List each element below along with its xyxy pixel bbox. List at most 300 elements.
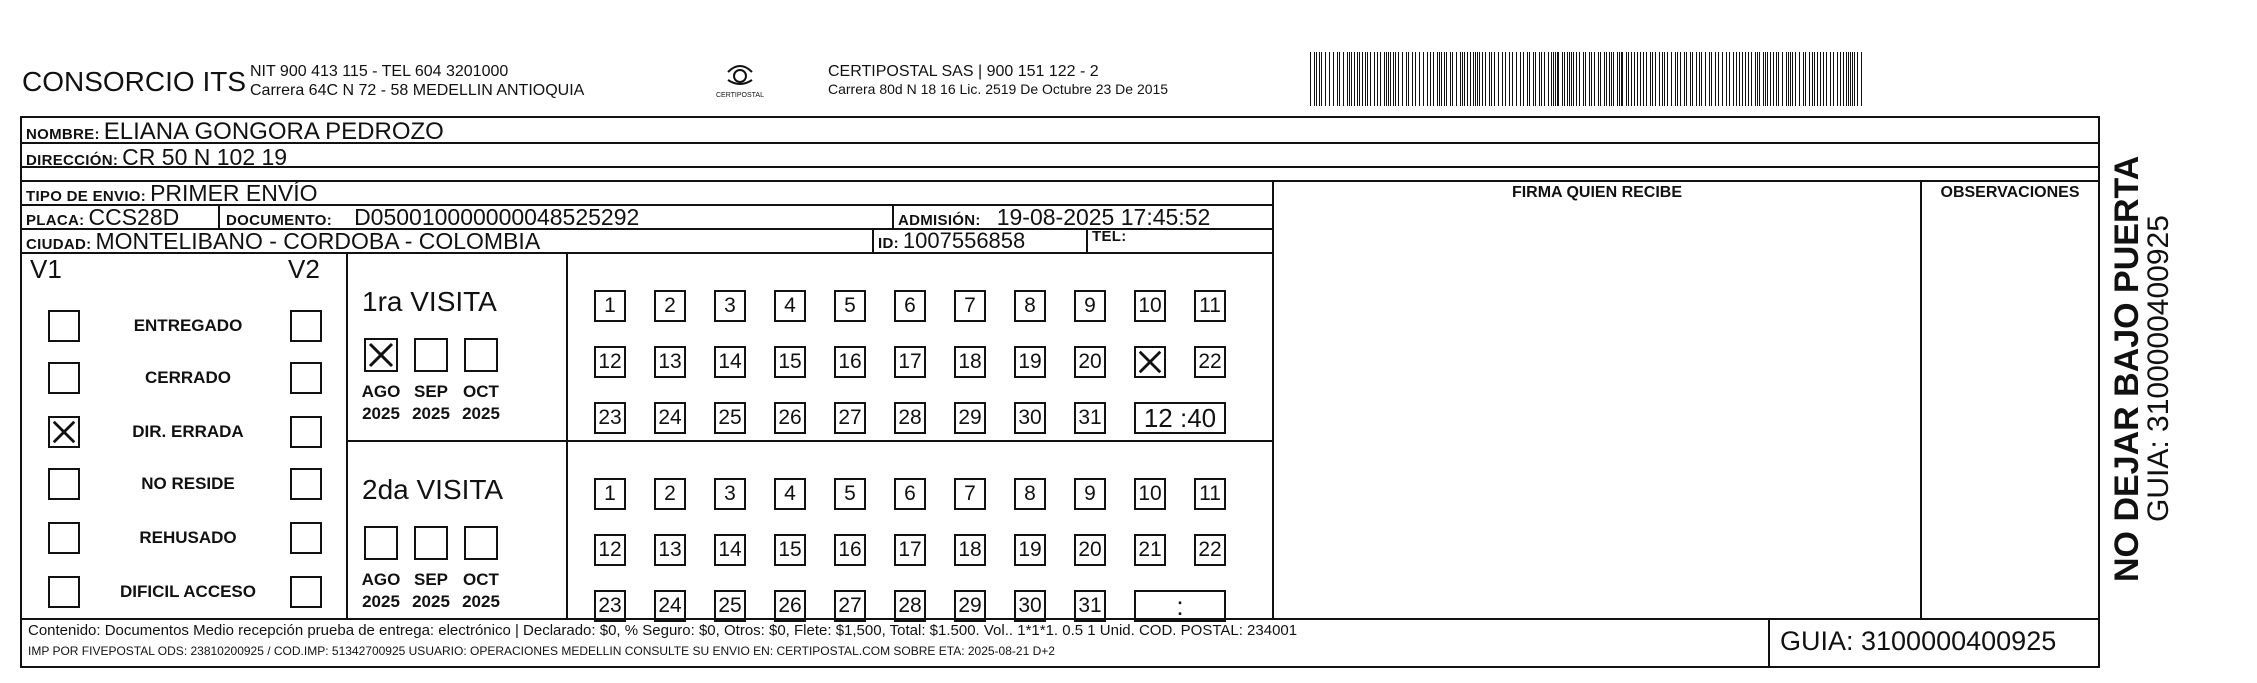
barcode-bar (1619, 52, 1620, 106)
barcode-bar (1790, 52, 1791, 106)
day-box-24[interactable]: 24 (654, 590, 686, 622)
day-box-12[interactable]: 12 (594, 534, 626, 566)
barcode-bar (1686, 52, 1687, 106)
day-box-27[interactable]: 27 (834, 590, 866, 622)
day-box-9[interactable]: 9 (1074, 290, 1106, 322)
status-label: CERRADO (145, 368, 231, 387)
barcode-bar (1809, 52, 1810, 106)
month-label: SEP (413, 570, 449, 589)
day-box-24[interactable]: 24 (654, 402, 686, 434)
day-box-18[interactable]: 18 (954, 534, 986, 566)
day-box-13[interactable]: 13 (654, 534, 686, 566)
barcode-bar (1374, 52, 1375, 106)
barcode-bar (1726, 52, 1727, 106)
barcode-bar (1319, 52, 1320, 106)
ciudad-label: CIUDAD: (26, 236, 92, 253)
id-label: ID: (878, 235, 899, 252)
barcode-bar (1606, 52, 1607, 106)
barcode-bar (1621, 52, 1623, 106)
visit-time[interactable]: : (1134, 590, 1226, 622)
observaciones-header: OBSERVACIONES (1940, 184, 2080, 201)
v1-checkbox[interactable] (48, 576, 80, 608)
v1-checkbox[interactable] (48, 468, 80, 500)
v1-label: V1 (30, 254, 62, 284)
barcode-bar (1475, 52, 1476, 106)
day-box-3[interactable]: 3 (714, 290, 746, 322)
day-box-12[interactable]: 12 (594, 346, 626, 378)
barcode-bar (1722, 52, 1723, 106)
v1-checkbox[interactable] (48, 310, 80, 342)
barcode-bar (1833, 52, 1834, 106)
barcode-bar (1357, 52, 1358, 106)
day-box-16[interactable]: 16 (834, 346, 866, 378)
barcode-bar (1333, 52, 1334, 106)
barcode-bar (1567, 52, 1568, 106)
day-box-15[interactable]: 15 (774, 534, 806, 566)
day-box-31[interactable]: 31 (1074, 590, 1106, 622)
barcode-bar (1415, 52, 1416, 106)
barcode-bar (1757, 52, 1758, 106)
barcode-bar (1462, 52, 1463, 106)
barcode-bar (1850, 52, 1851, 106)
barcode-bar (1470, 52, 1471, 106)
barcode-bar (1430, 52, 1431, 106)
barcode-bar (1650, 52, 1651, 106)
barcode-bar (1770, 52, 1771, 106)
barcode-bar (1611, 52, 1612, 106)
month-label: SEP (413, 382, 449, 401)
day-box-20[interactable]: 20 (1074, 346, 1106, 378)
barcode-bar (1555, 52, 1556, 106)
month-year: 2025 (362, 404, 400, 423)
barcode-bar (1792, 52, 1793, 106)
barcode-bar (1479, 52, 1480, 106)
barcode-bar (1617, 52, 1618, 106)
barcode-bar (1803, 52, 1804, 106)
status-label: NO RESIDE (141, 474, 235, 493)
documento-label: DOCUMENTO: (226, 212, 333, 229)
barcode-bar (1388, 52, 1389, 106)
barcode-bar (1585, 52, 1586, 106)
barcode-bar (1755, 52, 1756, 106)
tipo-value: PRIMER ENVÍO (150, 180, 318, 206)
day-box-4[interactable]: 4 (774, 290, 806, 322)
barcode-bar (1667, 52, 1668, 106)
day-box-15[interactable]: 15 (774, 346, 806, 378)
v1-checkbox[interactable] (48, 362, 80, 394)
barcode-bar (1482, 52, 1483, 106)
month-label: OCT (463, 382, 499, 401)
barcode-bar (1494, 52, 1495, 106)
barcode-bar (1419, 52, 1420, 106)
barcode-bar (1423, 52, 1424, 106)
barcode-bar (1718, 52, 1719, 106)
barcode-bar (1604, 52, 1605, 106)
month-year: 2025 (362, 592, 400, 611)
barcode-bar (1564, 52, 1565, 106)
v2-checkbox[interactable] (290, 416, 322, 448)
barcode-bar (1444, 52, 1445, 106)
barcode-bar (1773, 52, 1774, 106)
day-box-30[interactable]: 30 (1014, 402, 1046, 434)
barcode-bar (1351, 52, 1352, 106)
documento-row (226, 204, 639, 231)
day-box-14[interactable]: 14 (714, 346, 746, 378)
day-box-30[interactable]: 30 (1014, 590, 1046, 622)
barcode-bar (1557, 52, 1559, 106)
barcode-bar (1589, 52, 1590, 106)
admision-value: 19-08-2025 17:45:52 (996, 204, 1211, 230)
barcode-bar (1739, 52, 1740, 106)
barcode-bar (1384, 52, 1385, 106)
barcode-bar (1569, 52, 1570, 106)
id-row (878, 228, 1025, 254)
day-box-31[interactable]: 31 (1074, 402, 1106, 434)
barcode-bar (1680, 52, 1681, 106)
barcode-bar (1541, 52, 1542, 106)
barcode-bar (1316, 52, 1317, 106)
month-checkbox[interactable] (464, 526, 498, 560)
barcode-bar (1837, 52, 1838, 106)
barcode-bar (1491, 52, 1492, 106)
barcode-bar (1613, 52, 1614, 106)
barcode-bar (1452, 52, 1453, 106)
barcode-bar (1502, 52, 1503, 106)
barcode-bar (1370, 52, 1371, 106)
barcode-bar (1684, 52, 1685, 106)
barcode-bar (1715, 52, 1716, 106)
barcode-bar (1748, 52, 1749, 106)
day-box-6[interactable]: 6 (894, 290, 926, 322)
barcode-bar (1551, 52, 1552, 106)
side-guia: GUIA: 3100000400925 (2142, 215, 2175, 522)
barcode-bar (1393, 52, 1394, 106)
barcode-bar (1701, 52, 1702, 106)
day-box-6[interactable]: 6 (894, 478, 926, 510)
barcode-bar (1778, 52, 1779, 106)
barcode-bar (1696, 52, 1697, 106)
documento-value: D050010000000048525292 (354, 204, 640, 230)
month-checkbox[interactable] (414, 526, 448, 560)
barcode-bar (1386, 52, 1387, 106)
barcode-bar (1765, 52, 1766, 106)
day-box-5[interactable]: 5 (834, 478, 866, 510)
direccion-row (26, 144, 287, 171)
day-box-22[interactable]: 22 (1194, 346, 1226, 378)
barcode-bar (1600, 52, 1601, 106)
v1-checkbox[interactable] (48, 416, 80, 448)
barcode-bar (1628, 52, 1629, 106)
barcode-bar (1433, 52, 1434, 106)
barcode-bar (1437, 52, 1438, 106)
barcode-bar (1598, 52, 1599, 106)
tipo-row (26, 180, 317, 207)
barcode-bar (1354, 52, 1355, 106)
month-checkbox[interactable] (364, 526, 398, 560)
month-label: AGO (361, 570, 401, 589)
day-box-5[interactable]: 5 (834, 290, 866, 322)
day-box-19[interactable]: 19 (1014, 534, 1046, 566)
barcode-bar (1365, 52, 1366, 106)
footer-content-line: Contenido: Documentos Medio recepción prueba de entrega: electrónico | Declarado: $0, % Seguro: $0, Otros: $0, Flete: $1,500, Total: $1.500. Vol.. 1*1*1. 0.5 1 Unid. COD. POSTAL: 234001 (28, 622, 1298, 639)
barcode-bar (1473, 52, 1474, 106)
barcode-bar (1690, 52, 1691, 106)
barcode-bar (1799, 52, 1800, 106)
barcode-bar (1736, 52, 1737, 106)
visit-time[interactable]: 12 :40 (1134, 402, 1226, 434)
barcode-bar (1398, 52, 1399, 106)
day-box-10[interactable]: 10 (1134, 290, 1166, 322)
day-box-2[interactable]: 2 (654, 478, 686, 510)
x-mark-icon (366, 340, 396, 370)
barcode-bar (1498, 52, 1499, 106)
ciudad-row (26, 228, 540, 255)
barcode-bar (1450, 52, 1451, 106)
barcode-bar (1677, 52, 1678, 106)
day-box-18[interactable]: 18 (954, 346, 986, 378)
day-box-7[interactable]: 7 (954, 478, 986, 510)
day-box-28[interactable]: 28 (894, 590, 926, 622)
day-box-21[interactable]: 21 (1134, 534, 1166, 566)
barcode-bar (1548, 52, 1549, 106)
barcode-bar (1412, 52, 1413, 106)
day-box-11[interactable]: 11 (1194, 478, 1226, 510)
barcode-bar (1516, 52, 1517, 106)
admision-label: ADMISIÓN: (898, 212, 981, 229)
placa-row (26, 204, 179, 231)
status-label: REHUSADO (139, 528, 237, 547)
day-box-19[interactable]: 19 (1014, 346, 1046, 378)
barcode-bar (1626, 52, 1627, 106)
barcode-bar (1671, 52, 1672, 106)
v2-checkbox[interactable] (290, 522, 322, 554)
barcode-bar (1377, 52, 1378, 106)
barcode-bar (1343, 52, 1344, 106)
month-checkbox[interactable] (414, 338, 448, 372)
v2-label: V2 (288, 254, 320, 284)
day-box-29[interactable]: 29 (954, 590, 986, 622)
day-box-2[interactable]: 2 (654, 290, 686, 322)
firma-header: FIRMA QUIEN RECIBE (1511, 184, 1683, 201)
day-box-1[interactable]: 1 (594, 478, 626, 510)
day-box-26[interactable]: 26 (774, 402, 806, 434)
barcode-bar (1571, 52, 1572, 106)
barcode-bar (1751, 52, 1752, 106)
barcode-bar (1329, 52, 1330, 106)
day-box-17[interactable]: 17 (894, 534, 926, 566)
day-box-28[interactable]: 28 (894, 402, 926, 434)
barcode-bar (1664, 52, 1665, 106)
barcode-bar (1535, 52, 1536, 106)
v2-checkbox[interactable] (290, 310, 322, 342)
barcode-bar (1742, 52, 1743, 106)
day-box-1[interactable]: 1 (594, 290, 626, 322)
barcode-bar (1709, 52, 1710, 106)
company-info (250, 62, 584, 100)
month-label: OCT (463, 570, 499, 589)
direccion-value: CR 50 N 102 19 (122, 144, 288, 170)
month-year: 2025 (462, 404, 500, 423)
placa-value: CCS28D (88, 204, 180, 230)
barcode-bar (1759, 52, 1760, 106)
v2-checkbox[interactable] (290, 468, 322, 500)
barcode-bar (1562, 52, 1563, 106)
barcode-bar (1520, 52, 1521, 106)
barcode-bar (1823, 52, 1824, 106)
barcode-bar (1637, 52, 1638, 106)
barcode-bar (1485, 52, 1486, 106)
barcode-bar (1692, 52, 1693, 106)
barcode-bar (1427, 52, 1428, 106)
barcode-bar (1576, 52, 1577, 106)
barcode-bar (1544, 52, 1545, 106)
barcode-bar (1675, 52, 1676, 106)
barcode-bar (1477, 52, 1478, 106)
barcode-bar (1446, 52, 1447, 106)
day-box-14[interactable]: 14 (714, 534, 746, 566)
day-box-13[interactable]: 13 (654, 346, 686, 378)
barcode-bar (1529, 52, 1530, 106)
v2-checkbox[interactable] (290, 576, 322, 608)
barcode-bar (1795, 52, 1796, 106)
barcode-bar (1359, 52, 1360, 106)
tel-row (1092, 228, 1131, 245)
barcode-bar (1705, 52, 1706, 106)
barcode-bar (1367, 52, 1368, 106)
barcode-bar (1337, 52, 1338, 106)
barcode-bar (1733, 52, 1734, 106)
barcode-bar (1505, 52, 1506, 106)
day-box-26[interactable]: 26 (774, 590, 806, 622)
day-box-7[interactable]: 7 (954, 290, 986, 322)
day-box-11[interactable]: 11 (1194, 290, 1226, 322)
barcode-bar (1509, 52, 1510, 106)
barcode-bar (1553, 52, 1554, 106)
barcode-bar (1655, 52, 1656, 106)
day-box-8[interactable]: 8 (1014, 290, 1046, 322)
barcode-bar (1782, 52, 1783, 106)
barcode-bar (1467, 52, 1468, 106)
barcode-bar (1631, 52, 1632, 106)
barcode-bar (1640, 52, 1641, 106)
barcode-bar (1812, 52, 1813, 106)
barcode-bar (1349, 52, 1350, 106)
barcode-bar (1646, 52, 1647, 106)
barcode-bar (1699, 52, 1700, 106)
id-value: 1007556858 (902, 228, 1026, 253)
status-label: ENTREGADO (133, 316, 243, 335)
month-label: AGO (361, 382, 401, 401)
barcode-bar (1380, 52, 1381, 106)
barcode-bar (1788, 52, 1789, 106)
barcode-bar (1408, 52, 1409, 106)
tel-label: TEL: (1092, 228, 1127, 245)
barcode-bar (1339, 52, 1340, 106)
nombre-label: NOMBRE: (26, 126, 100, 143)
barcode-bar (1390, 52, 1391, 106)
company-nit-line: NIT 900 413 115 - TEL 604 3201000 (250, 63, 509, 80)
day-box-21[interactable] (1134, 346, 1166, 378)
day-box-4[interactable]: 4 (774, 478, 806, 510)
side-warning: NO DEJAR BAJO PUERTA (2108, 155, 2146, 582)
barcode (1310, 52, 1870, 106)
barcode-bar (1325, 52, 1326, 106)
barcode-bar (1711, 52, 1712, 106)
footer-print-line: IMP POR FIVEPOSTAL ODS: 23810200925 / COD.IMP: 51342700925 USUARIO: OPERACIONES MEDELLIN CONSULTE SU ENVIO EN: CERTIPOSTAL.COM SOBRE ETA: 2025-08-21 D+2 (28, 644, 1055, 658)
barcode-bar (1314, 52, 1315, 106)
barcode-bar (1861, 52, 1862, 106)
placa-label: PLACA: (26, 212, 85, 229)
barcode-bar (1347, 52, 1348, 106)
month-checkbox[interactable] (364, 338, 398, 372)
barcode-bar (1533, 52, 1534, 106)
barcode-bar (1321, 52, 1322, 106)
courier-info (828, 62, 1168, 98)
day-box-9[interactable]: 9 (1074, 478, 1106, 510)
barcode-bar (1745, 52, 1746, 106)
barcode-bar (1539, 52, 1540, 106)
month-year: 2025 (412, 404, 450, 423)
courier-nit-line: CERTIPOSTAL SAS | 900 151 122 - 2 (828, 63, 1099, 80)
nombre-row (26, 118, 444, 146)
barcode-bar (1729, 52, 1730, 106)
status-label: DIR. ERRADA (132, 422, 244, 441)
day-box-22[interactable]: 22 (1194, 534, 1226, 566)
day-box-23[interactable]: 23 (594, 402, 626, 434)
v1-checkbox[interactable] (48, 522, 80, 554)
logo-caption: CERTIPOSTAL (716, 92, 764, 99)
day-box-29[interactable]: 29 (954, 402, 986, 434)
barcode-bar (1464, 52, 1465, 106)
barcode-bar (1843, 52, 1844, 106)
barcode-bar (1591, 52, 1592, 106)
barcode-bar (1820, 52, 1821, 106)
barcode-bar (1310, 52, 1311, 106)
barcode-bar (1817, 52, 1818, 106)
barcode-bar (1776, 52, 1777, 106)
barcode-bar (1579, 52, 1580, 106)
barcode-bar (1805, 52, 1806, 106)
day-box-17[interactable]: 17 (894, 346, 926, 378)
day-box-20[interactable]: 20 (1074, 534, 1106, 566)
barcode-bar (1763, 52, 1764, 106)
month-checkbox[interactable] (464, 338, 498, 372)
v2-checkbox[interactable] (290, 362, 322, 394)
company-name: CONSORCIO ITS (22, 66, 247, 97)
barcode-bar (1456, 52, 1457, 106)
day-box-3[interactable]: 3 (714, 478, 746, 510)
day-box-27[interactable]: 27 (834, 402, 866, 434)
month-year: 2025 (412, 592, 450, 611)
barcode-bar (1489, 52, 1490, 106)
barcode-bar (1643, 52, 1644, 106)
direccion-label: DIRECCIÓN: (26, 152, 119, 169)
day-box-10[interactable]: 10 (1134, 478, 1166, 510)
day-box-8[interactable]: 8 (1014, 478, 1046, 510)
barcode-bar (1512, 52, 1513, 106)
barcode-bar (1854, 52, 1855, 106)
barcode-bar (1362, 52, 1363, 106)
day-box-25[interactable]: 25 (714, 402, 746, 434)
day-box-23[interactable]: 23 (594, 590, 626, 622)
barcode-bar (1846, 52, 1847, 106)
day-box-25[interactable]: 25 (714, 590, 746, 622)
barcode-bar (1402, 52, 1403, 106)
day-box-16[interactable]: 16 (834, 534, 866, 566)
admision-row (898, 204, 1210, 231)
barcode-bar (1583, 52, 1584, 106)
barcode-bar (1523, 52, 1524, 106)
